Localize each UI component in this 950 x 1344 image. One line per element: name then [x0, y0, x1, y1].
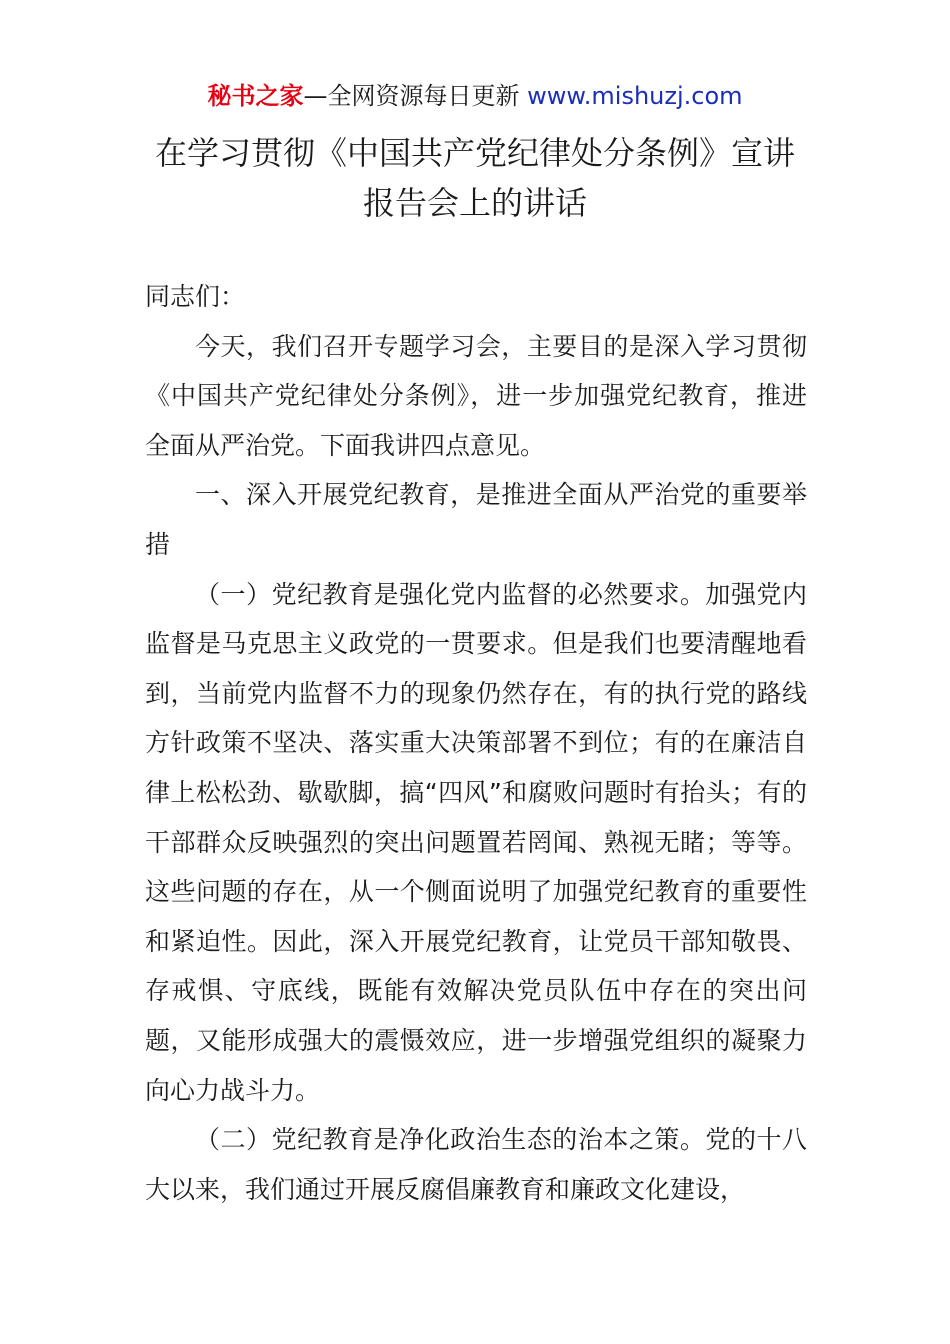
site-url-link[interactable]: www.mishuzj.com — [527, 82, 743, 110]
subsection-paragraph-2: （二）党纪教育是净化政治生态的治本之策。党的十八大以来，我们通过开展反腐倡廉教育和廉政文化建设， — [145, 1125, 807, 1204]
greeting: 同志们： — [145, 282, 246, 311]
document-body — [145, 272, 807, 1214]
intro-paragraph: 今天，我们召开专题学习会，主要目的是深入学习贯彻《中国共产党纪律处分条例》，进一步加强党纪教育，推进全面从严治党。下面我讲四点意见。 — [145, 331, 807, 460]
document-title — [0, 128, 950, 228]
subsection-paragraph-1: （一）党纪教育是强化党内监督的必然要求。加强党内监督是马克思主义政党的一贯要求。但是我们也要清醒地看到，当前党内监督不力的现象仍然存在，有的执行党的路线方针政策不坚决、落实重大决策部署不到位；有的在廉洁自律上松松劲、歇歇脚，搞“四风”和腐败问题时有抬头；有的干部群众反映强烈的突出问题置若罔闻、熟视无睹；等等。这些问题的存在，从一个侧面说明了加强党纪教育的重要性和紧迫性。因此，深入开展党纪教育，让党员干部知敬畏、存戒惧、守底线，既能有效解决党员队伍中存在的突出问题，又能形成强大的震慑效应，进一步增强党组织的凝聚力向心力战斗力。 — [145, 579, 807, 1105]
site-header — [0, 80, 950, 112]
section-heading-1: 一、深入开展党纪教育，是推进全面从严治党的重要举措 — [145, 480, 807, 559]
site-tagline: —全网资源每日更新 — [303, 82, 528, 110]
brand-name: 秘书之家 — [207, 82, 304, 110]
title-line-1: 在学习贯彻《中国共产党纪律处分条例》宣讲 — [154, 134, 795, 172]
title-line-2: 报告会上的讲话 — [362, 184, 587, 222]
